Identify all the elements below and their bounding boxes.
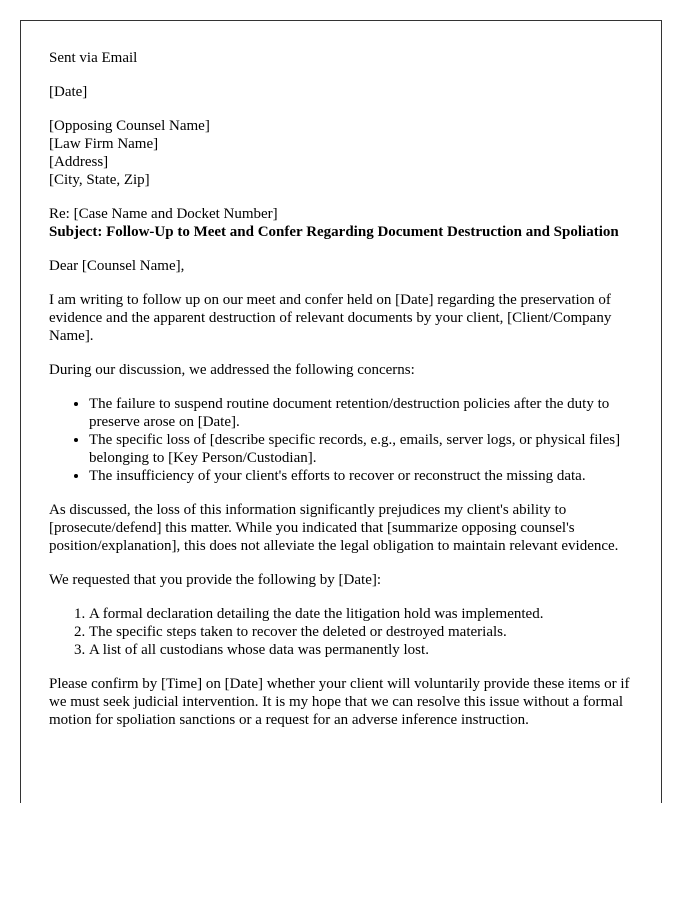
letter-date: [Date] — [49, 84, 88, 100]
salutation: Dear [Counsel Name], — [49, 258, 185, 274]
recipient-line: [Law Firm Name] — [49, 136, 159, 152]
delivery-method: Sent via Email — [49, 50, 138, 66]
letter-page — [20, 20, 662, 803]
recipient-address — [49, 117, 634, 189]
list-item: 3. A list of all custodians whose data was permanently lost. — [89, 641, 634, 659]
list-item: • The failure to suspend routine document retention/destruction policies after the duty to preserve arose on [Date]. — [89, 395, 634, 431]
list-item: • The specific loss of [describe specific records, e.g., emails, server logs, or physical files] belonging to [Key Person/Custodian]. — [89, 431, 634, 467]
recipient-line: [Address] — [49, 154, 109, 170]
body-paragraph: Please confirm by [Time] on [Date] whether your client will voluntarily provide these items or if we must seek judicial intervention. It is my hope that we can resolve this issue without a formal motion for spoliation sanctions or a request for an adverse inference instruction. — [49, 676, 630, 728]
recipient-line: [Opposing Counsel Name] — [49, 118, 210, 134]
list-item: 2. The specific steps taken to recover the deleted or destroyed materials. — [89, 623, 634, 641]
list-item: • The insufficiency of your client's efforts to recover or reconstruct the missing data. — [89, 467, 634, 485]
recipient-line: [City, State, Zip] — [49, 172, 150, 188]
body-paragraph: I am writing to follow up on our meet and confer held on [Date] regarding the preservation of evidence and the apparent destruction of relevant documents by your client, [Client/Company Name]. — [49, 292, 612, 344]
re-line: Re: [Case Name and Docket Number] — [49, 206, 278, 222]
concerns-list — [49, 395, 634, 485]
requests-list — [49, 605, 634, 659]
subject-line: Subject: Follow-Up to Meet and Confer Regarding Document Destruction and Spoliation — [49, 224, 619, 240]
list-item: 1. A formal declaration detailing the date the litigation hold was implemented. — [89, 605, 634, 623]
body-paragraph: During our discussion, we addressed the following concerns: — [49, 362, 415, 378]
body-paragraph: As discussed, the loss of this information significantly prejudices my client's ability to [prosecute/defend] this matter. While you indicated that [summarize opposing counsel's position/explanation], this does not alleviate the legal obligation to maintain relevant evidence. — [49, 502, 619, 554]
reference-block — [49, 205, 634, 241]
body-paragraph: We requested that you provide the following by [Date]: — [49, 572, 382, 588]
